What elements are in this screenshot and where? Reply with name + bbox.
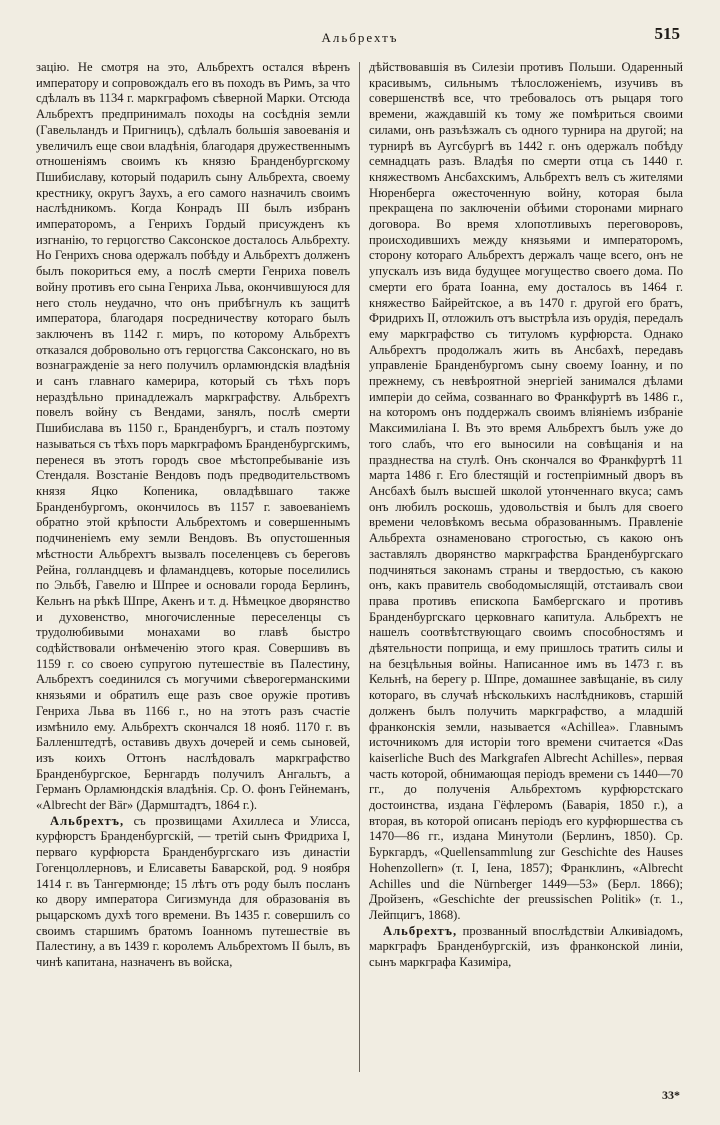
entry-body: прозванный впослѣдствіи Алкивіадомъ, маркграфъ Бранденбургскій, изъ франконской линіи, сынъ маркграфа Казиміра, <box>369 923 683 970</box>
entry-headword: Альбрехтъ, <box>50 813 125 828</box>
page-number: 515 <box>654 24 680 43</box>
entry-headword: Альбрехтъ, <box>383 923 458 938</box>
left-entry-albrecht-achilles <box>36 814 350 971</box>
right-entry-albrecht-alcibiades <box>369 924 683 971</box>
right-paragraph-continuation: дѣйствовавшія въ Силезіи противъ Польши. Одаренный красивымъ, сильнымъ тѣлосложеніемъ, изучивъ въ совершенствѣ все, что требовалось отъ рыцаря того времени, жаждавшій къ тому же помѣриться своими силами, онъ разъѣзжалъ съ одного турнира на другой; на турнирѣ въ Аугсбургѣ въ 1442 г. онъ одержалъ побѣду семнадцать разъ. Владѣя по смерти отца съ 1440 г. княжествомъ Ансбахскимъ, Альбрехтъ велъ съ жителями Нюренберга ожесточенную войну, которая была прекращена по заключеніи обѣими сторонами мирнаго договора. Во время хлопотливыхъ переговоровъ, происходившихъ между князьями и императоромъ, сторону котораго Альбрехтъ держалъ чаще всего, онъ не упускалъ изъ вида будущее могущество своего дома. По смерти его брата Іоанна, ему досталось въ 1464 г. княжество Байрейтское, а въ 1470 г. другой его братъ, Фридрихъ II, отложилъ отъ выстрѣла изъ орудія, передалъ ему маркграфство съ титуломъ курфюрста. Однако Альбрехтъ продолжалъ жить въ Ансбахѣ, передавъ управленіе Бранденбургомъ сыну своему Іоанну, и по прежнему, съ невѣроятной энергіей занимался дѣлами имперіи до сейма, созваннаго во Франкфуртѣ въ 1486 г., на которомъ онъ поддержалъ своимъ вліяніемъ избраніе Максимиліана I. Въ это время Альбрехтъ былъ уже до того слабъ, что его выносили на совѣщанія и на празднества на стулѣ. Онъ скончался во Франкфуртѣ 11 марта 1486 г. Его блестящій и гостепріимный дворъ въ Ансбахѣ былъ высшей школой утонченнаго вкуса; самъ онъ любилъ роскошь, удовольствія и былъ для своего времени человѣкомъ весьма образованнымъ. Правленіе Альбрехта ознаменовано строгостью, съ какою онъ заставлялъ дворянство маркграфства Бранденбургскаго подчиняться законамъ страны и твердостью, съ какою онъ, какъ правитель свободомыслящій, отстаивалъ свои права противъ епископа Бамбергскаго и противъ Бранденбургскаго церковнаго капитула. Альбрехтъ не нашелъ соотвѣтствующаго своимъ способностямъ и дѣятельности поприща, и ему пришлось тратить силы и на безцѣльныя войны. Написанное имъ въ 1473 г. въ Кельнѣ, на берегу р. Шпре, домашнее завѣщаніе, въ силу котораго, въ случаѣ нѣсколькихъ наслѣдниковъ, старшій долженъ былъ получить маркграфство, а младшій франконскія земли, называется «Achillea». Главнымъ источникомъ для исторіи того времени считается «Das kaiserliche Buch des Markgrafen Albrecht Achilles», первая часть которой, обнимающая періодъ времени съ 1440—70 гг., до полученія Альбрехтомъ курфюрстскаго достоинства, издана Гёфлеромъ (Баварія, 1850 г.), а вторая, въ которой описанъ періодъ его курфюршества съ 1470—86 гг., издана Минутоли (Берлинъ, 1850). Ср. Буркгардъ, «Quellensammlung zur Geschichte des Hauses Hohenzollern» (т. I, Іена, 1857); Франклинъ, «Albrecht Achilles und die Nürnberger 1449—53» (Берл. 1866); Дройзенъ, «Geschichte der preussischen Politik» (т. 1., Лейпцигъ, 1868). <box>369 60 683 922</box>
running-head: Альбрехтъ <box>321 30 399 45</box>
signature-mark: 33* <box>662 1088 680 1102</box>
entry-body: съ прозвищами Ахиллеса и Улисса, курфюрстъ Бранденбургскій, — третій сынъ Фридриха I, перваго курфюрста Бранденбургскаго изъ династіи Гогенцоллерновъ, и Елисаветы Баварской, род. 9 ноября 1414 г. въ Тангермюнде; 15 лѣтъ отъ роду былъ посланъ ко двору императора Сигизмунда для образованія въ рыцарскомъ духѣ того времени. Въ 1435 г. совершилъ со своимъ старшимъ братомъ Іоанномъ путешествіе въ Палестину, а въ 1439 г. королемъ Альбрехтомъ II былъ, въ чинѣ капитана, назначенъ въ войска, <box>36 813 350 970</box>
left-paragraph-continuation: зацію. Не смотря на это, Альбрехтъ остался вѣренъ императору и сопровождалъ его въ походъ въ Римъ, за что сдѣлалъ въ 1134 г. маркграфомъ сѣверной Марки. Отсюда Альбрехтъ предпринималъ походы на сосѣднія земли (Гавельландъ и Пригницъ), сдѣлалъ большія завоеванія и увеличилъ еще свои владѣнія, благодаря дружественнымъ отношеніямъ своимъ къ князю Бранденбургскому Пшибиславу, который подарилъ сыну Альбрехта, своему крестнику, округъ Заухъ, а его самого назначилъ своимъ наслѣдникомъ. Когда Конрадъ III былъ избранъ императоромъ, а Генрихъ Гордый присужденъ къ изгнанію, то герцогство Саксонское досталось Альбрехту. Но Генрихъ снова одержалъ побѣду и Альбрехтъ долженъ былъ покориться ему, а послѣ смерти Генриха повелъ войну противъ его сына Генриха Льва, окончившуюся для него столь неудачно, что онъ прибѣгнулъ къ защитѣ императора, благодаря посредничеству котораго былъ заключенъ въ 1142 г. миръ, по которому Альбрехтъ отказался добровольно отъ герцогства Саксонскаго, но въ вознагражденіе за него получилъ орламюндскія владѣнія и санъ главнаго камерира, который съ тѣхъ поръ нераздѣльно принадлежалъ маркграфству. Альбрехтъ повелъ войну съ Вендами, занялъ, послѣ смерти Пшибислава въ 1150 г., Бранденбургъ, и сталъ поэтому называться съ тѣхъ поръ маркграфомъ Бранденбургскимъ, перенеся въ этотъ городъ свое мѣстопребываніе изъ Стендаля. Возстаніе Вендовъ подъ предводительствомъ князя Яцко Копеника, овладѣвшаго также Бранденбургомъ, окончилось въ 1157 г. завоеваніемъ обратно этой крѣпости Альбрехтомъ и совершеннымъ подчиненіемъ ему земли Вендовъ. Въ опустошенныя мѣстности Альбрехтъ вызвалъ поселенцевъ съ береговъ Рейна, голландцевъ и фламандцевъ, которые поселились по Эльбѣ, Гавелю и Шпрее и основали города Берлинъ, Кельнъ на рѣкѣ Шпре, Акенъ и т. д. Нѣмецкое дворянство и духовенство, многочисленные переселенцы съ трудолюбивыми монахами во главѣ быстро содѣйствовали онѣмеченію этого края. Совершивъ въ 1159 г. со своею супругою путешествіе въ Палестину, Альбрехтъ соединился съ могучими сѣверогерманскими князьями и обратилъ еще разъ свое оружіе противъ Генриха Льва въ 1166 г., но на этотъ разъ счастіе измѣнило ему. Альбрехтъ скончался 18 нояб. 1170 г. въ Балленштедтѣ, оставивъ двухъ дочерей и семь сыновей, изъ коихъ Оттонъ наслѣдовалъ маркграфство Бранденбургское, Бернгардъ получилъ Ангальтъ, а Германъ Орламюндскія владѣнія. Ср. О. фонъ Гейнеманъ, «Albrecht der Bär» (Дармштадтъ, 1864 г.). <box>36 60 350 813</box>
right-column <box>369 60 683 971</box>
column-divider <box>359 62 360 1072</box>
left-column <box>36 60 350 971</box>
